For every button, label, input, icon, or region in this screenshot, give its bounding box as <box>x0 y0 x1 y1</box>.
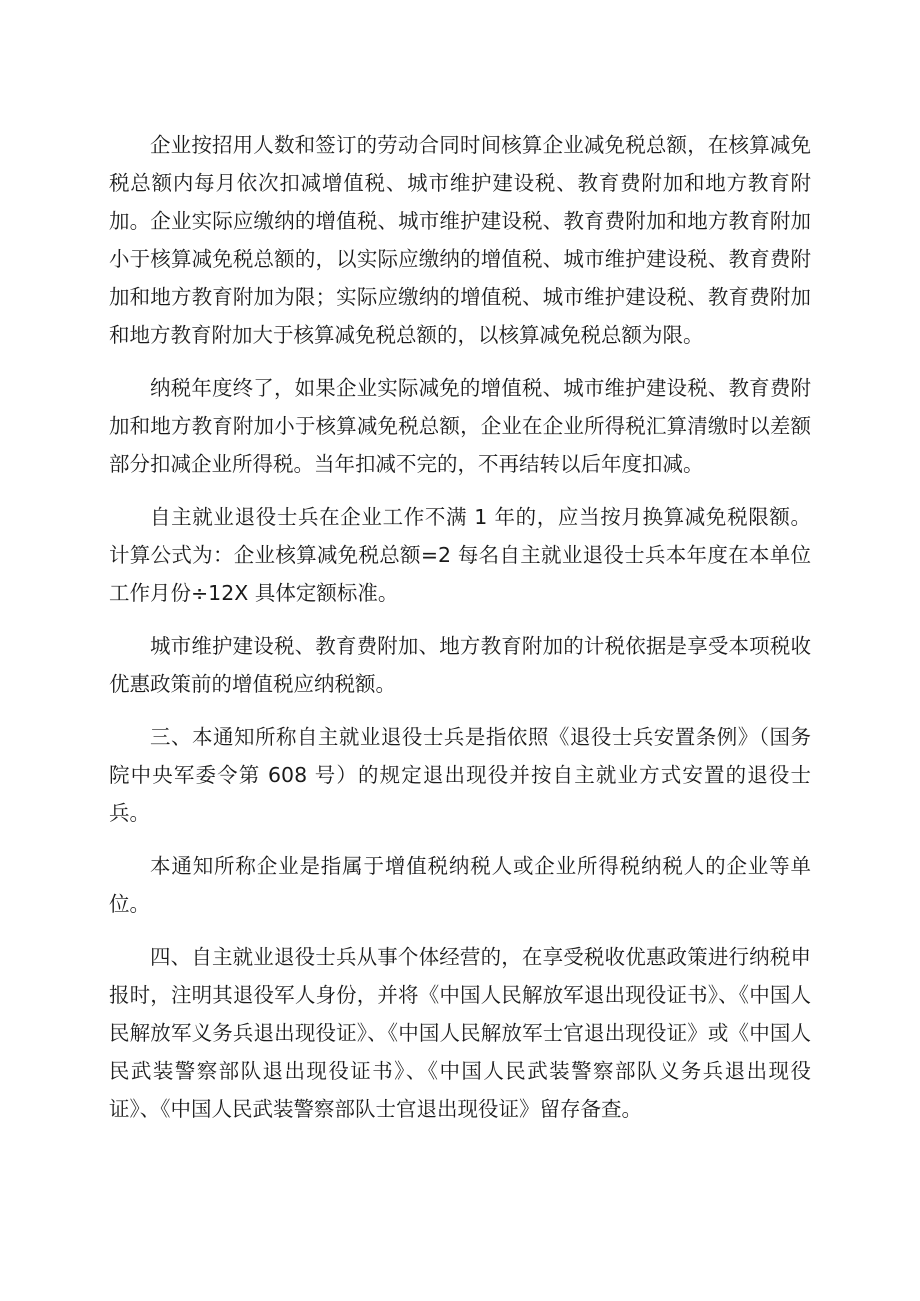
paragraph-enterprise-definition: 本通知所称企业是指属于增值税纳税人或企业所得税纳税人的企业等单位。 <box>109 854 811 916</box>
paragraph-year-end-deduction: 纳税年度终了，如果企业实际减免的增值税、城市维护建设税、教育费附加和地方教育附加小于核算减免税总额，企业在企业所得税汇算清缴时以差额部分扣减企业所得税。当年扣减不完的，不再结转以后年度扣减。 <box>109 376 811 476</box>
paragraph-monthly-conversion-formula: 自主就业退役士兵在企业工作不满 1 年的，应当按月换算减免税限额。计算公式为：企业核算减免税总额=2 每名自主就业退役士兵本年度在本单位工作月份÷12X 具体定额标准。 <box>109 505 811 605</box>
paragraph-tax-basis: 城市维护建设税、教育费附加、地方教育附加的计税依据是享受本项税收优惠政策前的增值税应纳税额。 <box>109 634 811 696</box>
document-body <box>109 126 811 1143</box>
paragraph-tax-deduction-order: 企业按招用人数和签订的劳动合同时间核算企业减免税总额，在核算减免税总额内每月依次扣减增值税、城市维护建设税、教育费附加和地方教育附加。企业实际应缴纳的增值税、城市维护建设税、教育费附加和地方教育附加小于核算减免税总额的，以实际应缴纳的增值税、城市维护建设税、教育费附加和地方教育附加为限；实际应缴纳的增值税、城市维护建设税、教育费附加和地方教育附加大于核算减免税总额的，以核算减免税总额为限。 <box>109 133 811 347</box>
paragraph-section-four-self-employment: 四、自主就业退役士兵从事个体经营的，在享受税收优惠政策进行纳税申报时，注明其退役军人身份，并将《中国人民解放军退出现役证书》、《中国人民解放军义务兵退出现役证》、《中国人民解放军士官退出现役证》或《中国人民武装警察部队退出现役证书》、《中国人民武装警察部队义务兵退出现役证》、《中国人民武装警察部队士官退出现役证》留存备查。 <box>109 945 811 1121</box>
paragraph-section-three-definition: 三、本通知所称自主就业退役士兵是指依照《退役士兵安置条例》（国务院中央军委令第 608 号）的规定退出现役并按自主就业方式安置的退役士兵。 <box>109 725 811 825</box>
